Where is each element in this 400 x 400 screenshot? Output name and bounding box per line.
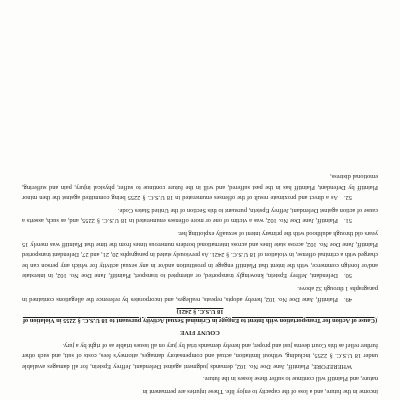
paragraph-text: Plaintiff, Jane Doe No. 102, hereby adopts, repeats, realleges, and incorporates by reference the allegations contained in paragraphs 1 through 32 above. — [22, 285, 378, 303]
paragraph-number: 49. — [344, 295, 352, 303]
paragraph-text: Defendant, Jeffrey Epstein, knowingly transported, or attempted to transport, Plaintiff, Jane Doe No. 102, in interstate and/or foreign commerce, with the intent that Plaintiff engage in prostitution and/or in any sexual activity for which any person can be charged with a criminal offense, in violation of 18 U.S.C. § 2421. As previously stated in paragraphs 20, 21, and 27, Defendant transported Plaintiff, Jane Doe No. 102, across state lines and across international borders numerous times from the time that Plaintiff was merely 15 years old through adulthood with the primary intent of sexually exploiting her. — [22, 230, 378, 280]
paragraph-52 — [22, 171, 378, 203]
paragraph-text: As a direct and proximate result of the offenses enumerated in 18 U.S.C. § 2255 being committed against the then minor Plaintiff by Defendant, Plaintiff has in the past suffered, and will in the future continue to suffer, physical injury, pain and suffering, emotional distress, — [22, 173, 378, 202]
intro-line-1: income in the future, and a loss of the capacity to enjoy life. These injuries are permanent in — [142, 388, 378, 395]
wherefore-paragraph: WHEREFORE, Plaintiff, Jane Doe No. 102, demands judgment against Defendant, Jeffrey Epstein, for all damages available under 18 U.S.C. § 2255, including, without limitation, actual and compensatory damages, attorney's fees, costs of suit, and such other further relief as this Court deems just and proper, and hereby demands trial by jury on all issues triable as of right by a jury. — [22, 341, 378, 370]
paragraph-51 — [22, 204, 378, 225]
paragraph-50 — [22, 227, 378, 280]
paragraph-text: Plaintiff, Jane Doe No. 102, was a victim of one or more offenses enumerated in 18 U.S.C. § 2255, and, as such, asserts a cause of action against Defendant, Jeffrey Epstein, pursuant to this Section of the United States Code. — [22, 206, 378, 225]
count-heading: COUNT FIVE — [180, 329, 220, 337]
count-subheading: (Cause of Action for Transportation with Intent to Engage in Criminal Sexual Activity pursuant to 18 U.S.C. § 2255 in Violation of 18 U.S.C. § 2421) — [22, 308, 378, 325]
paragraph-number: 50. — [344, 272, 352, 280]
paragraph-number: 52. — [344, 194, 352, 202]
paragraph-number: 51. — [344, 217, 352, 225]
intro-line-2: nature, and Plaintiff will continue to suffer these losses in the future. — [203, 375, 378, 383]
paragraph-49 — [22, 282, 378, 303]
